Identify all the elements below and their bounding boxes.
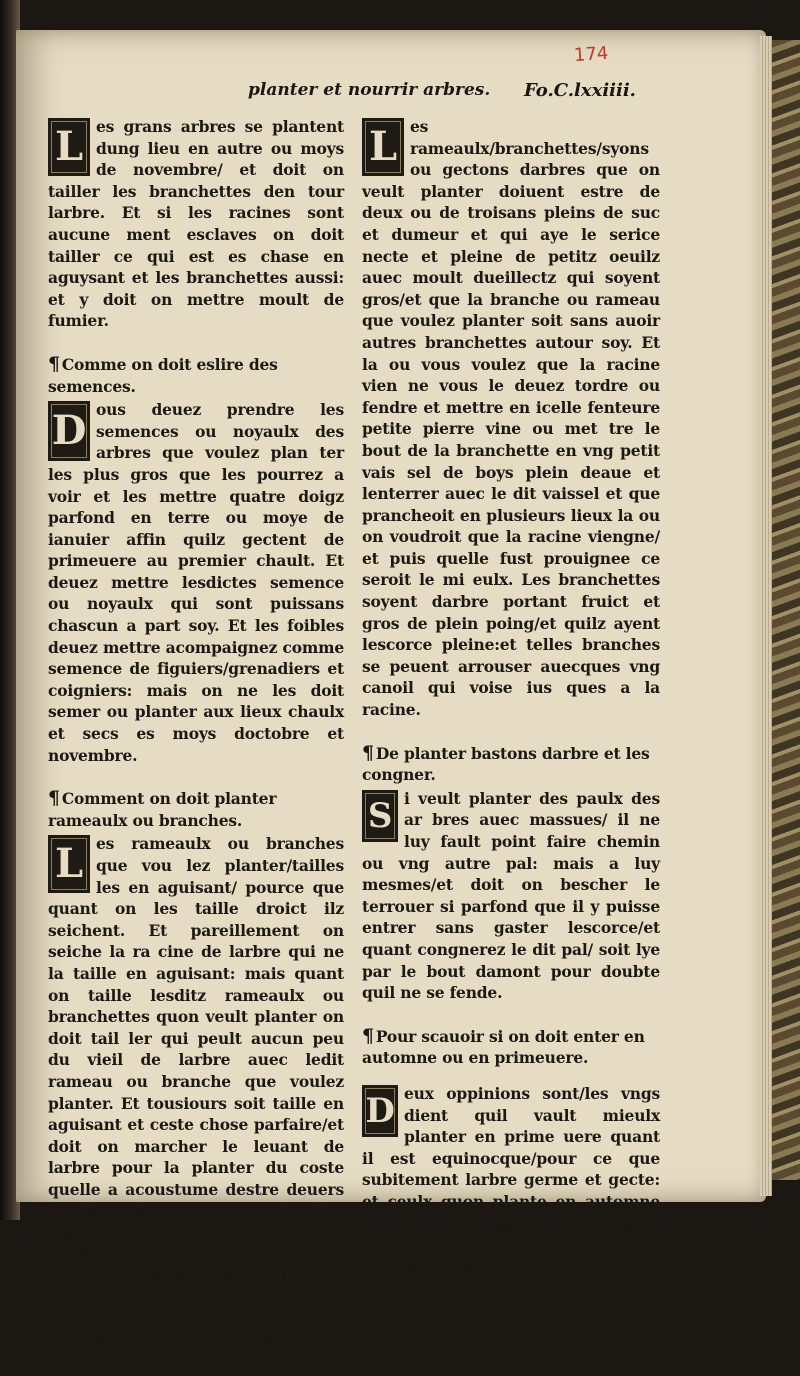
handwritten-folio-number: 174	[573, 42, 610, 67]
section-heading	[48, 1309, 344, 1374]
pilcrow-icon: ¶	[48, 787, 60, 810]
paragraph-text: ous deuez prendre les semences ou noyaulx des arbres que voulez plan ter les plus gros que les pourrez a voir et les mettre quatre doigz parfond en terre ou moye de ianuier affin quilz gectent de primeuere au premier chault. Et deuez mettre lesdictes semence ou noyaulx qui sont puissans chascun a part soy. Et les foibles deuez mettre acompaignez comme semence de figuiers/grenadiers et coigniers: mais on ne les doit semer ou planter aux lieux chaulx et secs es moys doctobre et novembre.	[48, 400, 344, 765]
heading-text: Comment on doit planter rameaulx ou branches.	[48, 789, 277, 830]
paragraph	[48, 833, 344, 1286]
paragraph	[362, 116, 660, 721]
running-head-folio: Fo.C.lxxiiii.	[524, 80, 636, 101]
heading-text: Comme on doit eslire des semences.	[48, 354, 278, 396]
paragraph-text: i veult planter des paulx des ar bres auec massues/ il ne luy fault point faire chemin ou vng autre pal: mais a luy mesmes/et doit on bescher le terrouer si parfond que il y puisse entrer sans gaster lescorce/et quant congnerez le dit pal/ soit lye par le bout damont pour doubte quil ne se fende.	[362, 788, 660, 1003]
decorated-initial: L	[48, 835, 90, 893]
pilcrow-icon: ¶	[362, 1024, 374, 1047]
paragraph-text: es rameaulx/branchettes/syons ou gectons darbres que on veult planter doiuent estre de deux ou de troisans pleins de suc et dumeur et qui aye le serice necte et pleine de petitz oeuilz auec moult dueillectz qui soyent gros/et que la branche ou rameau que voulez planter soit sans auoir autres branchettes autour soy. Et la ou vous voulez que la racine vien ne vous le deuez tordre ou fendre et mettre en icelle fenteure petite pierre vine ou met tre le bout de la branchette en vng petit vais sel de boys plein deaue et lenterrer auec le dit vaissel et que prancheoit en plusieurs lieux la ou on voudroit que la racine viengne/ et puis quelle fust prouignee ce seroit le mi eulx. Les branchettes soyent darbre portant fruict et gros de plein poing/et quilz ayent lescorce pleine:et telles branches se peuent arrouser auecques vng canoil qui voise ius ques a la racine.	[362, 117, 660, 720]
heading-text: Laage que doiuent auoir les branches ou gectons quon veult planter.	[48, 1309, 320, 1373]
paragraph-text: eux oppinions sont/les vngs dient quil vault mieulx planter en prime uere quant il est equinocque/pour ce que subitement larbre germe et gecte: et ceulx quon plante en automne on les doit planter a la naissance dune constellation quon appelle Saturne/ qui est vnze ioure	[362, 1083, 660, 1276]
section-heading	[48, 788, 344, 831]
right-column	[362, 116, 660, 1299]
decorated-initial: L	[362, 118, 404, 176]
heading-text: De planter bastons darbre et les congner.	[362, 743, 650, 785]
decorated-initial: S	[362, 790, 398, 842]
paragraph-text: es grans arbres se plantent dung lieu en autre ou moys de novembre/ et doit on tailler les branchettes den tour larbre. Et si les racines sont aucune ment esclaves on doit tailler ce qui est es chase en aguysant et les branchettes aussi: et y doit on mettre moult de fumier.	[48, 117, 344, 331]
section-heading	[362, 1026, 660, 1069]
heading-text: Pour scauoir si on doit enter en automne ou en primeuere.	[362, 1026, 645, 1068]
paragraph	[48, 116, 344, 332]
pilcrow-icon: ¶	[48, 352, 60, 375]
running-head	[248, 80, 668, 106]
left-column	[48, 116, 344, 1376]
page-edges	[760, 36, 772, 1196]
pilcrow-icon: ¶	[48, 1307, 60, 1330]
decorated-initial: D	[48, 401, 90, 461]
paragraph	[48, 399, 344, 766]
decorated-initial: D	[362, 1085, 398, 1137]
paragraph-text: es rameaulx ou branches que vou lez planter/tailles les en aguisant/ pource que quant on les taille droict ilz seichent. Et pareillement on seiche la ra cine de larbre qui ne la taille en aguisant: mais quant on taille lesditz rameaulx ou branchettes quon veult planter on doit tail ler qui peult aucun peu du vieil de larbre auec ledit rameau ou branche que voulez planter. Et tousiours soit taille en aguisant et ceste chose parfaire/et doit on marcher le leuant de larbre pour la planter du coste quelle a acoustume destre deuers soleil le uant. Lesditz rameaulx/branchettes ou get tons se doiuent planter en octobre ou en mars quant ilz sont en sucgne.	[48, 834, 344, 1286]
pilcrow-icon: ¶	[362, 741, 374, 764]
paragraph	[362, 788, 660, 1004]
running-head-title: planter et nourrir arbres.	[248, 80, 491, 100]
section-heading	[362, 743, 660, 786]
marbled-endpaper	[770, 40, 800, 1180]
decorated-initial: L	[48, 118, 90, 176]
paragraph	[362, 1083, 660, 1277]
section-heading	[48, 354, 344, 397]
